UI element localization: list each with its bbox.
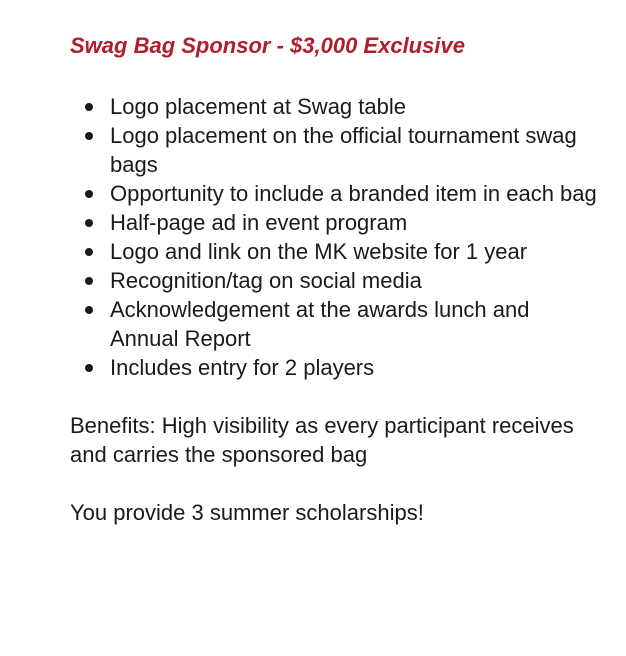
bullet-icon: [85, 364, 93, 372]
benefit-text: Logo placement at Swag table: [110, 94, 406, 119]
benefit-text: Recognition/tag on social media: [110, 268, 422, 293]
bullet-icon: [85, 132, 93, 140]
list-item: [70, 208, 600, 237]
benefit-text: Acknowledgement at the awards lunch and Annual Report: [110, 297, 530, 351]
benefit-text: Opportunity to include a branded item in each bag: [110, 181, 597, 206]
bullet-icon: [85, 277, 93, 285]
bullet-icon: [85, 103, 93, 111]
benefit-list: [70, 92, 600, 382]
list-item: [70, 353, 600, 382]
package-title: Swag Bag Sponsor - $3,000 Exclusive: [70, 33, 465, 58]
list-item: [70, 121, 600, 179]
bullet-icon: [85, 219, 93, 227]
list-item: [70, 237, 600, 266]
closing-note: You provide 3 summer scholarships!: [70, 500, 424, 525]
benefit-text: Includes entry for 2 players: [110, 355, 375, 380]
bullet-icon: [85, 248, 93, 256]
list-item: [70, 295, 600, 353]
benefit-text: Half-page ad in event program: [110, 210, 408, 235]
list-item: [70, 92, 600, 121]
list-item: [70, 179, 600, 208]
bullet-icon: [85, 306, 93, 314]
benefit-text: Logo and link on the MK website for 1 year: [110, 239, 528, 264]
benefit-text: Logo placement on the official tournament swag bags: [110, 123, 577, 177]
list-item: [70, 266, 600, 295]
benefits-summary: Benefits: High visibility as every participant receives and carries the sponsored bag: [70, 413, 574, 467]
bullet-icon: [85, 190, 93, 198]
sponsor-package: [70, 30, 600, 527]
